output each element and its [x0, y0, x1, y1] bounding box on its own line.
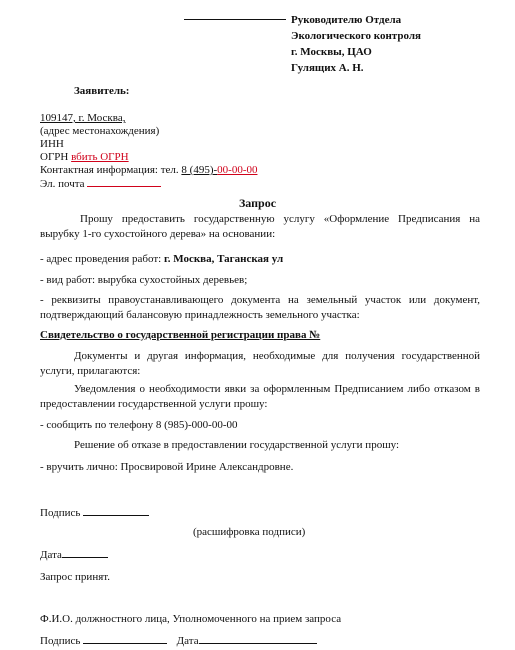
request-title: Запрос [238, 196, 277, 210]
ogrn-placeholder: вбить ОГРН [71, 151, 129, 163]
addressee-line-3: г. Москвы, ЦАО [291, 46, 372, 58]
phone-prefix: 8 (495)- [181, 164, 218, 176]
official-sign-blank-line [83, 633, 167, 644]
applicant-address: 109147, г. Москва, [40, 112, 126, 124]
certificate-line: Свидетельство о государственной регистрации права № [40, 329, 321, 341]
notifications-text: Уведомления о необходимости явки за оформленным Предписанием либо отказом в предоставлении государственной услуги прошу: [40, 383, 480, 410]
date-blank-line [62, 547, 108, 558]
signature-label: Подпись [40, 507, 81, 519]
notifications [40, 382, 480, 412]
official-date-label: Дата [176, 635, 199, 647]
signature-decode: (расшифровка подписи) [193, 526, 306, 538]
docs-requisites [40, 293, 480, 323]
official-sign-label: Подпись [40, 635, 81, 647]
applicant-ogrn-row [40, 150, 129, 164]
applicant-heading: Заявитель: [74, 85, 130, 97]
request-accepted: Запрос принят. [40, 571, 110, 583]
addressee-line-1: Руководителю Отдела [291, 14, 402, 26]
phone-notice: - сообщить по телефону 8 (985)-000-00-00 [40, 419, 238, 431]
addressee-line-2: Экологического контроля [291, 30, 421, 42]
date-label: Дата [40, 549, 62, 561]
request-intro [40, 212, 480, 242]
work-address-value: г. Москва, Таганская ул [163, 253, 284, 265]
applicant-email-row [40, 176, 161, 191]
official-signature-row [40, 633, 317, 648]
email-blank-line [87, 176, 161, 187]
work-type: - вид работ: вырубка сухостойных деревьев; [40, 274, 248, 286]
official-date-blank-line [199, 633, 317, 644]
email-label: Эл. почта [40, 178, 85, 190]
request-intro-text: Прошу предоставить государственную услугу «Оформление Предписания на вырубку 1-го сухостойного дерева» на основании: [40, 213, 480, 240]
docs-requisites-text: - реквизиты правоустанавливающего документа на земельный участок или документ, подтверждающий балансовую принадлежность земельного участка: [40, 294, 480, 321]
addressee-blank-line [184, 9, 286, 20]
ogrn-label: ОГРН [40, 151, 69, 163]
contact-label: Контактная информация: тел. [40, 164, 179, 176]
hand-over: - вручить лично: Просвировой Ирине Александровне. [40, 461, 294, 473]
addressee-line-4: Гулящих А. Н. [291, 62, 364, 74]
work-address-label: - адрес проведения работ: [40, 253, 162, 265]
official-name-label: Ф.И.О. должностного лица, Уполномоченного на прием запроса [40, 613, 342, 625]
signature-blank-line [83, 505, 149, 516]
applicant-inn: ИНН [40, 138, 64, 150]
date-row [40, 547, 108, 562]
applicant-contact-row [40, 163, 257, 177]
refusal: Решение об отказе в предоставлении государственной услуги прошу: [74, 439, 400, 451]
attached-docs [40, 349, 480, 379]
applicant-address-note: (адрес местонахождения) [40, 125, 160, 137]
work-address-row [40, 252, 283, 266]
phone-suffix: 00-00-00 [217, 164, 258, 176]
attached-docs-text: Документы и другая информация, необходимые для получения государственной услуги, прилагаются: [40, 350, 480, 377]
signature-row [40, 505, 149, 520]
